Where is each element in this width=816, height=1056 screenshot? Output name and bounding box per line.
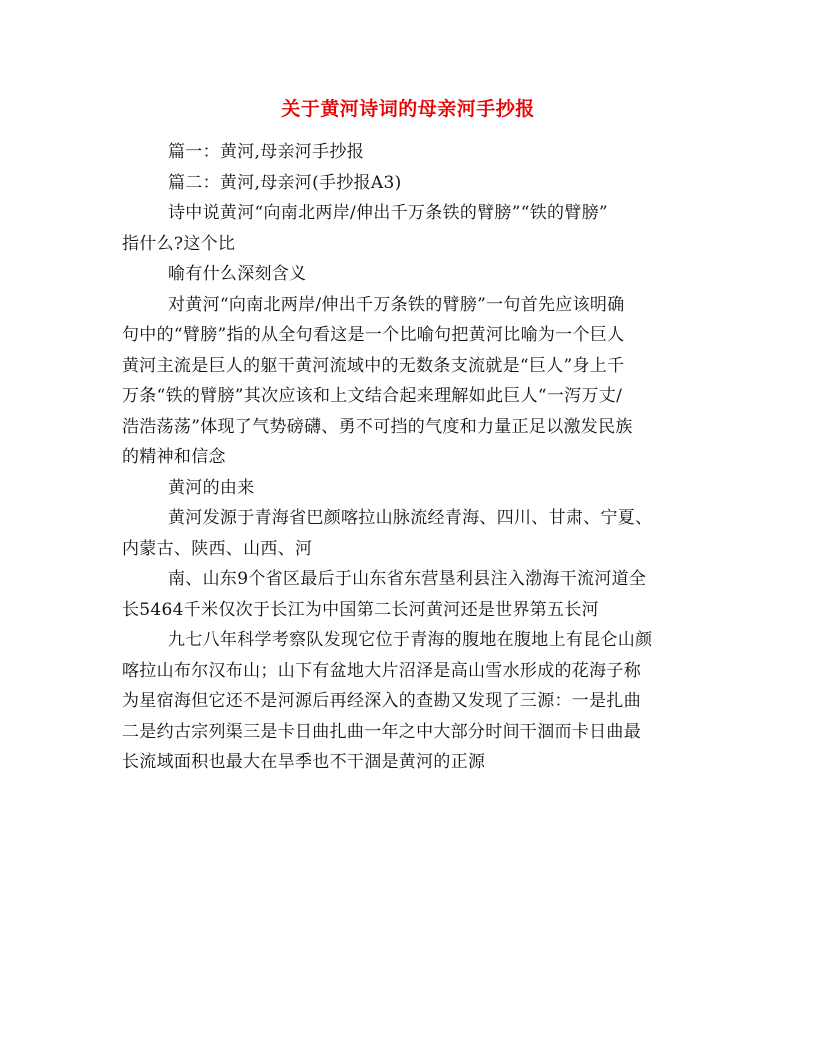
body-line: 诗中说黄河“向南北两岸/伸出千万条铁的臂膀”“铁的臂膀”	[168, 203, 608, 223]
body-line: 对黄河“向南北两岸/伸出千万条铁的臂膀”一句首先应该明确	[168, 294, 625, 315]
body-line: 浩浩荡荡”体现了气势磅礴、勇不可挡的气度和力量正足以激发民族	[122, 416, 633, 437]
body-line: 句中的“臂膀”指的从全句看这是一个比喻句把黄河比喻为一个巨人	[122, 325, 625, 345]
body-line: 长5464千米仅次于长江为中国第二长河黄河还是世界第五长河	[122, 599, 599, 620]
body-line: 长流域面积也最大在旱季也不干涸是黄河的正源	[122, 752, 486, 772]
body-line: 二是约古宗列渠三是卡日曲扎曲一年之中大部分时间干涸而卡日曲最	[122, 721, 641, 742]
body-line: 指什么?这个比	[122, 233, 236, 254]
body-line: 黄河的由来	[168, 477, 255, 498]
body-line: 喻有什么深刻含义	[168, 264, 307, 284]
body-line: 九七八年科学考察队发现它位于青海的腹地在腹地上有昆仑山颜	[168, 630, 653, 650]
body-line: 南、山东9个省区最后于山东省东营垦利县注入渤海干流河道全	[168, 569, 647, 589]
body-line: 篇一：黄河,母亲河手抄报	[168, 142, 365, 162]
body-line: 喀拉山布尔汉布山；山下有盆地大片沼泽是高山雪水形成的花海子称	[122, 660, 641, 681]
body-line: 篇二：黄河,母亲河(手抄报A3)	[168, 172, 402, 193]
document-body	[122, 137, 702, 778]
body-line: 万条“铁的臂膀”其次应该和上文结合起来理解如此巨人“一泻万丈/	[122, 386, 623, 406]
document-title: 关于黄河诗词的母亲河手抄报	[281, 98, 535, 120]
body-line: 黄河主流是巨人的躯干黄河流域中的无数条支流就是“巨人”身上千	[122, 355, 625, 376]
body-line: 为星宿海但它还不是河源后再经深入的查勘又发现了三源：一是扎曲	[122, 691, 641, 711]
body-line: 黄河发源于青海省巴颜喀拉山脉流经青海、四川、甘肃、宁夏、	[168, 508, 653, 528]
body-line: 的精神和信念	[122, 447, 226, 467]
body-line: 内蒙古、陕西、山西、河	[122, 538, 313, 559]
